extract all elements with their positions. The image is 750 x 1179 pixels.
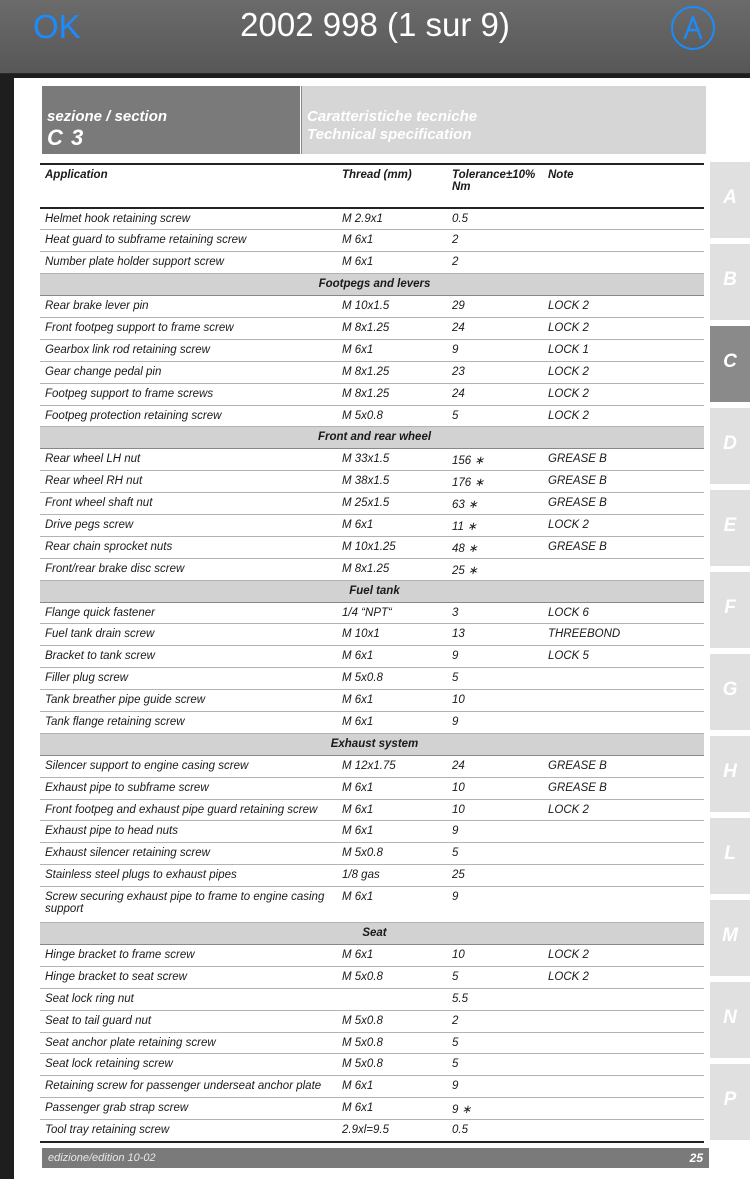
table-row (40, 843, 704, 865)
cell-application: Rear brake lever pin (40, 296, 337, 318)
cell-torque: 5 (447, 1032, 543, 1054)
cell-torque: 25 ∗ (447, 558, 543, 580)
cell-note: LOCK 1 (543, 339, 704, 361)
table-row (40, 690, 704, 712)
table-row (40, 711, 704, 733)
table-row (40, 777, 704, 799)
table-row (40, 514, 704, 536)
cell-thread: M 6x1 (337, 339, 447, 361)
cell-application: Seat to tail guard nut (40, 1010, 337, 1032)
cell-torque: 10 (447, 945, 543, 967)
pen-markup-icon (673, 8, 713, 48)
cell-note: GREASE B (543, 493, 704, 515)
cell-note: LOCK 2 (543, 405, 704, 427)
cell-thread: M 6x1 (337, 799, 447, 821)
cell-application: Exhaust silencer retaining screw (40, 843, 337, 865)
cell-application: Hinge bracket to seat screw (40, 966, 337, 988)
cell-note: LOCK 2 (543, 383, 704, 405)
cell-torque: 9 (447, 887, 543, 923)
table-row (40, 230, 704, 252)
cell-application: Exhaust pipe to head nuts (40, 821, 337, 843)
title-english: Technical specification (307, 126, 472, 143)
table-section-row (40, 733, 704, 755)
col-application: Application (40, 164, 337, 208)
section-title: Exhaust system (40, 733, 704, 755)
cell-application: Front footpeg and exhaust pipe guard retaining screw (40, 799, 337, 821)
cell-torque: 9 (447, 821, 543, 843)
cell-thread: M 6x1 (337, 1076, 447, 1098)
table-row (40, 471, 704, 493)
cell-torque: 156 ∗ (447, 449, 543, 471)
cell-note (543, 668, 704, 690)
cell-note: LOCK 2 (543, 296, 704, 318)
table-row (40, 945, 704, 967)
cell-note: THREEBOND (543, 624, 704, 646)
cell-thread: 1/8 gas (337, 865, 447, 887)
cell-thread: M 5x0.8 (337, 843, 447, 865)
col-tolerance: Tolerance±10% Nm (447, 164, 543, 208)
table-row (40, 966, 704, 988)
table-section-row (40, 580, 704, 602)
cell-application: Front footpeg support to frame screw (40, 317, 337, 339)
cell-thread: M 5x0.8 (337, 1032, 447, 1054)
cell-application: Rear chain sprocket nuts (40, 536, 337, 558)
torque-table (40, 163, 704, 1143)
tab-e[interactable]: E (710, 490, 750, 566)
section-title: Seat (40, 923, 704, 945)
cell-thread: M 6x1 (337, 945, 447, 967)
cell-note (543, 1054, 704, 1076)
cell-application: Rear wheel LH nut (40, 449, 337, 471)
cell-torque: 9 (447, 646, 543, 668)
cell-note: GREASE B (543, 449, 704, 471)
cell-application: Fuel tank drain screw (40, 624, 337, 646)
cell-note (543, 1032, 704, 1054)
cell-thread: M 6x1 (337, 646, 447, 668)
cell-thread: 2.9xl=9.5 (337, 1120, 447, 1142)
cell-application: Bracket to tank screw (40, 646, 337, 668)
cell-note (543, 1098, 704, 1120)
cell-torque: 9 (447, 1076, 543, 1098)
tab-f[interactable]: F (710, 572, 750, 648)
cell-application: Tank breather pipe guide screw (40, 690, 337, 712)
tab-p[interactable]: P (710, 1064, 750, 1140)
cell-torque: 11 ∗ (447, 514, 543, 536)
header-divider (301, 86, 302, 154)
section-label: sezione / section (47, 108, 168, 125)
table-row (40, 405, 704, 427)
cell-torque: 10 (447, 799, 543, 821)
tab-g[interactable]: G (710, 654, 750, 730)
cell-torque: 176 ∗ (447, 471, 543, 493)
cell-note (543, 988, 704, 1010)
tab-a[interactable]: A (710, 162, 750, 238)
cell-note (543, 887, 704, 923)
cell-note: LOCK 2 (543, 799, 704, 821)
cell-thread: M 5x0.8 (337, 405, 447, 427)
cell-note (543, 821, 704, 843)
cell-note (543, 1076, 704, 1098)
table-section-row (40, 923, 704, 945)
tab-m[interactable]: M (710, 900, 750, 976)
cell-note (543, 208, 704, 230)
table-row (40, 799, 704, 821)
table-row (40, 865, 704, 887)
cell-thread: M 6x1 (337, 252, 447, 274)
table-row (40, 361, 704, 383)
cell-note: GREASE B (543, 777, 704, 799)
cell-application: Gearbox link rod retaining screw (40, 339, 337, 361)
cell-thread: M 6x1 (337, 821, 447, 843)
cell-note: LOCK 2 (543, 514, 704, 536)
table-row (40, 1120, 704, 1142)
cell-application: Silencer support to engine casing screw (40, 755, 337, 777)
cell-application: Tool tray retaining screw (40, 1120, 337, 1142)
cell-torque: 2 (447, 1010, 543, 1032)
cell-thread: M 5x0.8 (337, 668, 447, 690)
cell-torque: 24 (447, 383, 543, 405)
cell-torque: 48 ∗ (447, 536, 543, 558)
cell-note (543, 1120, 704, 1142)
table-row (40, 1010, 704, 1032)
table-row (40, 646, 704, 668)
cell-note: LOCK 2 (543, 945, 704, 967)
cell-thread: M 6x1 (337, 887, 447, 923)
cell-application: Drive pegs screw (40, 514, 337, 536)
table-row (40, 493, 704, 515)
cell-torque: 9 (447, 339, 543, 361)
cell-thread: M 8x1.25 (337, 383, 447, 405)
section-title: Footpegs and levers (40, 274, 704, 296)
table-row (40, 988, 704, 1010)
document-page (14, 78, 750, 1179)
cell-torque: 13 (447, 624, 543, 646)
section-header (42, 86, 300, 154)
cell-thread: M 25x1.5 (337, 493, 447, 515)
cell-thread (337, 988, 447, 1010)
page-number: 25 (689, 1151, 703, 1165)
cell-thread: M 10x1.5 (337, 296, 447, 318)
page-viewport[interactable] (0, 74, 750, 1179)
tab-h[interactable]: H (710, 736, 750, 812)
ok-button[interactable]: OK (33, 8, 81, 45)
cell-torque: 24 (447, 317, 543, 339)
cell-thread: M 38x1.5 (337, 471, 447, 493)
cell-thread: M 12x1.75 (337, 755, 447, 777)
cell-application: Gear change pedal pin (40, 361, 337, 383)
cell-note: LOCK 2 (543, 317, 704, 339)
table-row (40, 821, 704, 843)
cell-note (543, 230, 704, 252)
cell-note: GREASE B (543, 755, 704, 777)
top-bar (0, 0, 750, 74)
cell-torque: 5 (447, 843, 543, 865)
cell-torque: 24 (447, 755, 543, 777)
cell-application: Helmet hook retaining screw (40, 208, 337, 230)
cell-torque: 5 (447, 405, 543, 427)
cell-note (543, 558, 704, 580)
cell-application: Passenger grab strap screw (40, 1098, 337, 1120)
col-thread: Thread (mm) (337, 164, 447, 208)
title-header (301, 86, 706, 154)
table-row (40, 668, 704, 690)
cell-torque: 5 (447, 966, 543, 988)
cell-application: Retaining screw for passenger underseat anchor plate (40, 1076, 337, 1098)
cell-application: Number plate holder support screw (40, 252, 337, 274)
table-row (40, 887, 704, 923)
tab-c[interactable]: C (710, 326, 750, 402)
table-row (40, 252, 704, 274)
table-section-row (40, 427, 704, 449)
cell-thread: M 33x1.5 (337, 449, 447, 471)
cell-thread: M 6x1 (337, 514, 447, 536)
cell-thread: M 5x0.8 (337, 1054, 447, 1076)
cell-torque: 2 (447, 252, 543, 274)
cell-torque: 0.5 (447, 1120, 543, 1142)
table-row (40, 1054, 704, 1076)
cell-thread: M 8x1.25 (337, 317, 447, 339)
cell-torque: 5.5 (447, 988, 543, 1010)
cell-torque: 5 (447, 668, 543, 690)
cell-thread: M 6x1 (337, 777, 447, 799)
cell-application: Flange quick fastener (40, 602, 337, 624)
section-title: Fuel tank (40, 580, 704, 602)
cell-torque: 0.5 (447, 208, 543, 230)
title-italian: Caratteristiche tecniche (307, 108, 478, 125)
cell-note: LOCK 5 (543, 646, 704, 668)
cell-torque: 10 (447, 777, 543, 799)
table-row (40, 296, 704, 318)
cell-application: Filler plug screw (40, 668, 337, 690)
cell-application: Stainless steel plugs to exhaust pipes (40, 865, 337, 887)
table-row (40, 383, 704, 405)
cell-application: Screw securing exhaust pipe to frame to engine casing support (40, 887, 337, 923)
cell-note: LOCK 2 (543, 361, 704, 383)
cell-application: Front wheel shaft nut (40, 493, 337, 515)
cell-thread: M 2.9x1 (337, 208, 447, 230)
document-title: 2002 998 (1 sur 9) (240, 6, 510, 43)
table-row (40, 536, 704, 558)
cell-thread: M 6x1 (337, 690, 447, 712)
cell-note (543, 843, 704, 865)
tab-l[interactable]: L (710, 818, 750, 894)
cell-torque: 10 (447, 690, 543, 712)
cell-application: Seat lock retaining screw (40, 1054, 337, 1076)
cell-application: Hinge bracket to frame screw (40, 945, 337, 967)
cell-torque: 9 (447, 711, 543, 733)
table-row (40, 1076, 704, 1098)
table-header-row (40, 164, 704, 208)
cell-thread: M 5x0.8 (337, 1010, 447, 1032)
cell-thread: M 8x1.25 (337, 558, 447, 580)
table-row (40, 602, 704, 624)
table-row (40, 1098, 704, 1120)
table-row (40, 755, 704, 777)
edition-label: edizione/edition 10-02 (48, 1152, 156, 1164)
cell-torque: 9 ∗ (447, 1098, 543, 1120)
cell-application: Footpeg protection retaining screw (40, 405, 337, 427)
cell-application: Tank flange retaining screw (40, 711, 337, 733)
cell-thread: M 8x1.25 (337, 361, 447, 383)
cell-thread: M 6x1 (337, 711, 447, 733)
table-row (40, 624, 704, 646)
cell-torque: 3 (447, 602, 543, 624)
cell-note: GREASE B (543, 471, 704, 493)
cell-thread: 1/4 “NPT“ (337, 602, 447, 624)
cell-torque: 25 (447, 865, 543, 887)
cell-thread: M 10x1 (337, 624, 447, 646)
cell-thread: M 5x0.8 (337, 966, 447, 988)
cell-torque: 5 (447, 1054, 543, 1076)
tab-b[interactable]: B (710, 244, 750, 320)
cell-application: Rear wheel RH nut (40, 471, 337, 493)
table-row (40, 339, 704, 361)
cell-note: LOCK 2 (543, 966, 704, 988)
cell-note (543, 252, 704, 274)
cell-torque: 2 (447, 230, 543, 252)
cell-application: Seat anchor plate retaining screw (40, 1032, 337, 1054)
tab-d[interactable]: D (710, 408, 750, 484)
cell-note: LOCK 6 (543, 602, 704, 624)
cell-torque: 63 ∗ (447, 493, 543, 515)
table-section-row (40, 274, 704, 296)
cell-application: Exhaust pipe to subframe screw (40, 777, 337, 799)
cell-application: Seat lock ring nut (40, 988, 337, 1010)
table-row (40, 317, 704, 339)
cell-note (543, 865, 704, 887)
cell-note: GREASE B (543, 536, 704, 558)
cell-thread: M 6x1 (337, 230, 447, 252)
table-row (40, 449, 704, 471)
cell-note (543, 690, 704, 712)
cell-thread: M 6x1 (337, 1098, 447, 1120)
cell-application: Heat guard to subframe retaining screw (40, 230, 337, 252)
cell-torque: 29 (447, 296, 543, 318)
cell-note (543, 711, 704, 733)
cell-thread: M 10x1.25 (337, 536, 447, 558)
cell-torque: 23 (447, 361, 543, 383)
cell-note (543, 1010, 704, 1032)
table-row (40, 208, 704, 230)
markup-button[interactable] (671, 6, 715, 50)
cell-application: Front/rear brake disc screw (40, 558, 337, 580)
page-footer (42, 1148, 709, 1168)
tab-n[interactable]: N (710, 982, 750, 1058)
section-code: C 3 (47, 125, 85, 150)
table-row (40, 558, 704, 580)
section-title: Front and rear wheel (40, 427, 704, 449)
cell-application: Footpeg support to frame screws (40, 383, 337, 405)
table-row (40, 1032, 704, 1054)
col-note: Note (543, 164, 704, 208)
